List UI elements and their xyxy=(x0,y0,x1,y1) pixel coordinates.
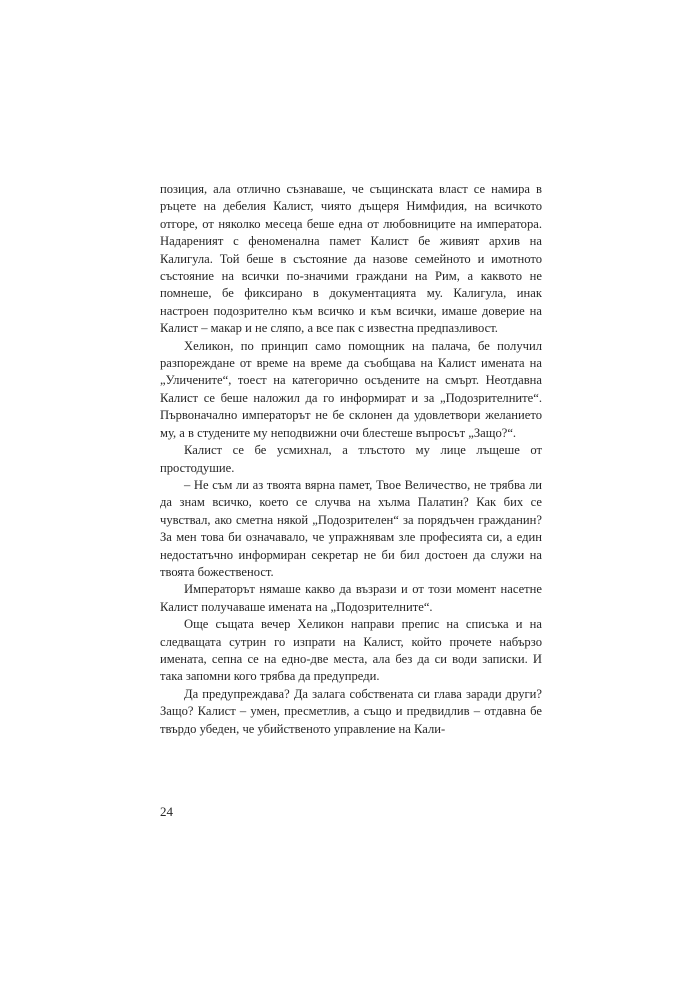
paragraph: позиция, ала отлично съзнаваше, че същинската власт се намира в ръцете на дебелия Калист, чиято дъщеря Нимфидия, на всичкото отгоре, от няколко месеца беше една от любовниците на императора. Надареният с феноменална памет Калист бе живият архив на Калигула. Той беше в състояние да назове семейното и имотното състояние на всички по-значими граждани на Рим, а каквото не помнеше, бе фиксирано в документацията му. Калигула, инак настроен подозрително към всичко и към всички, имаше доверие на Калист – макар и не сляпо, а все пак с известна предпазливост. xyxy=(160,182,542,336)
paragraph: Хеликон, по принцип само помощник на палача, бе получил разпореждане от време на време да съобщава на Калист имената на „Уличените“, тоест на категорично осъдените на смърт. Неотдавна Калист се беше наложил да го информират и за „Подозрителните“. Първоначално императорът не бе склонен да удовлетвори желанието му, а в студените му неподвижни очи блестеше въпросът „Защо?“. xyxy=(160,338,542,440)
page-number: 24 xyxy=(160,804,173,819)
paragraph: Още същата вечер Хеликон направи препис на списъка и на следващата сутрин го изпрати на Калист, който прочете набързо имената, сепна се на едно-две места, ала без да си води записки. И така запомни кого трябва да предупреди. xyxy=(160,617,542,684)
body-text xyxy=(160,181,542,738)
paragraph: Калист се бе усмихнал, а тлъстото му лице лъщеше от простодушие. xyxy=(160,443,542,475)
paragraph: – Не съм ли аз твоята вярна памет, Твое Величество, не трябва ли да знам всичко, което се случва на хълма Палатин? Как бих се чувствал, ако сметна някой „Подозрителен“ за порядъчен гражданин? За мен това би означавало, че упражнявам зле професията си, а един недостатъчно информиран секретар не би бил достоен да служи на твоята божественост. xyxy=(160,477,542,579)
paragraph: Императорът нямаше какво да възрази и от този момент насетне Калист получаваше имената на „Подозрителните“. xyxy=(160,582,542,614)
paragraph: Да предупреждава? Да залага собствената си глава заради други? Защо? Калист – умен, пресметлив, а също и предвидлив – отдавна бе твърдо убеден, че убийственото управление на Кали- xyxy=(160,686,542,736)
